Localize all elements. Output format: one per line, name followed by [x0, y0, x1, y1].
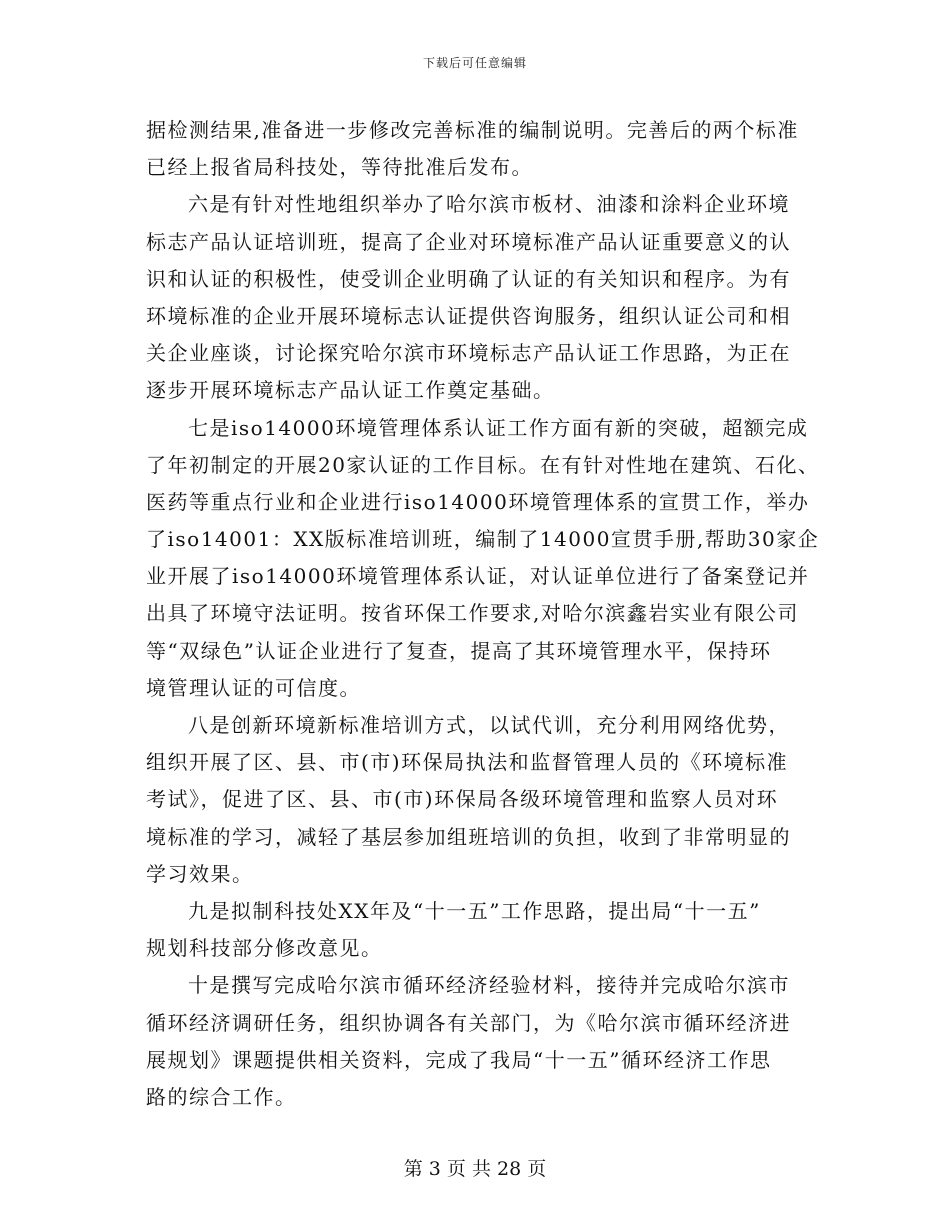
paragraph-first-line: 十是撰写完成哈尔滨市循环经济经验材料，接待并完成哈尔滨市	[188, 973, 790, 998]
text-line: 展规划》课题提供相关资料，完成了我局“十一五”循环经济工作思	[146, 1047, 772, 1072]
text-line: 业开展了iso14000环境管理体系认证，对认证单位进行了备案登记并	[146, 564, 810, 589]
text-line: 了年初制定的开展20家认证的工作目标。在有针对性地在建筑、石化、	[146, 452, 820, 477]
text-line: 标志产品认证培训班，提高了企业对环境标准产品认证重要意义的认	[146, 229, 791, 254]
paragraph-first-line: 六是有针对性地组织举办了哈尔滨市板材、油漆和涂料企业环境	[188, 192, 790, 217]
text-line: 境管理认证的可信度。	[146, 675, 361, 700]
text-line: 识和认证的积极性，使受训企业明确了认证的有关知识和程序。为有	[146, 266, 791, 291]
page-header: 下载后可任意编辑	[422, 56, 527, 70]
text-line: 环境标准的企业开展环境标志认证提供咨询服务，组织认证公司和相	[146, 303, 791, 328]
text-line: 医药等重点行业和企业进行iso14000环境管理体系的宣贯工作，举办	[146, 489, 810, 514]
document-body	[146, 112, 820, 1116]
text-line: 等“双绿色”认证企业进行了复查，提高了其环境管理水平，保持环	[146, 638, 772, 663]
text-line: 关企业座谈，讨论探究哈尔滨市环境标志产品认证工作思路，为正在	[146, 341, 791, 366]
text-line: 逐步开展环境标志产品认证工作奠定基础。	[146, 378, 555, 403]
text-line: 路的综合工作。	[146, 1084, 297, 1109]
text-line: 了iso14001：XX版标准培训班，编制了14000宣贯手册,帮助30家企	[146, 527, 820, 552]
paragraph-first-line: 九是拟制科技处XX年及“十一五”工作思路，提出局“十一五”	[188, 898, 761, 923]
text-line: 境标准的学习，减轻了基层参加组班培训的负担，收到了非常明显的	[146, 824, 791, 849]
text-line: 循环经济调研任务，组织协调各有关部门，为《哈尔滨市循环经济进	[146, 1010, 791, 1035]
page-number-footer: 第 3 页 共 28 页	[403, 1158, 547, 1180]
paragraph-first-line: 八是创新环境新标准培训方式，以试代训，充分利用网络优势，	[188, 713, 790, 737]
text-line: 规划科技部分修改意见。	[146, 936, 383, 961]
text-line: 出具了环境守法证明。按省环保工作要求,对哈尔滨鑫岩实业有限公司	[146, 601, 799, 626]
text-line: 已经上报省局科技处，等待批准后发布。	[146, 155, 533, 180]
text-line: 据检测结果,准备进一步修改完善标准的编制说明。完善后的两个标准	[146, 118, 799, 142]
text-line: 组织开展了区、县、市(市)环保局执法和监督管理人员的《环境标准	[146, 750, 789, 775]
text-line: 考试》，促进了区、县、市(市)环保局各级环境管理和监察人员对环	[146, 787, 779, 812]
paragraph-first-line: 七是iso14000环境管理体系认证工作方面有新的突破，超额完成	[188, 415, 809, 440]
text-line: 学习效果。	[146, 861, 254, 886]
